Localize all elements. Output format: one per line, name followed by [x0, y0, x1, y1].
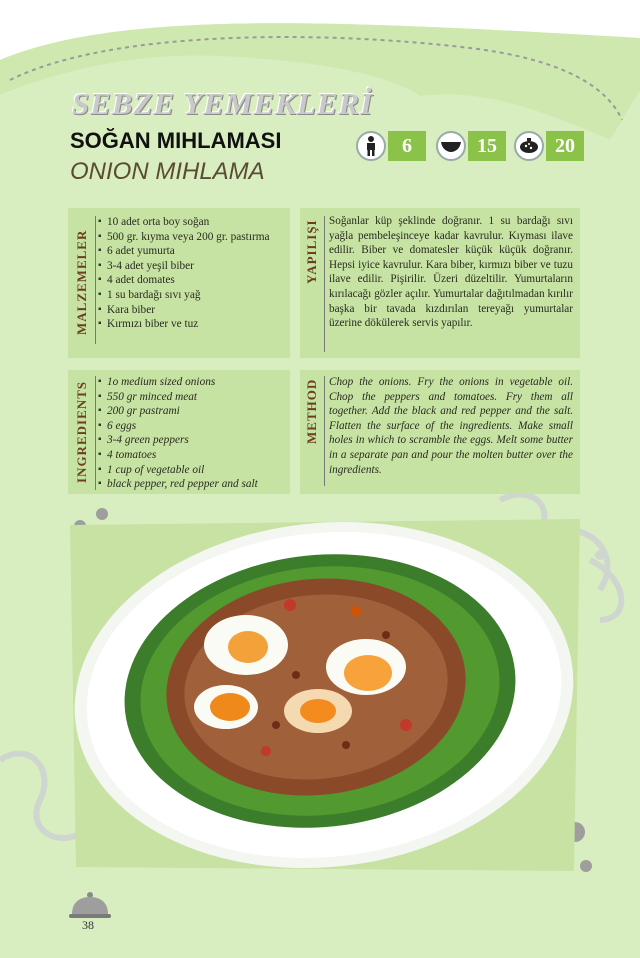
divider — [95, 376, 96, 490]
category-title: SEBZE YEMEKLERİ — [72, 86, 374, 121]
list-item: ▪ 1o medium sized onions — [98, 375, 258, 390]
list-item: ▪ black pepper, red pepper and salt — [98, 477, 258, 492]
cloche-icon — [68, 890, 112, 920]
list-item: ▪ Kara biber — [98, 303, 270, 318]
ingredients-tr-box — [68, 208, 290, 358]
dish-photo — [66, 515, 586, 875]
bowl-icon — [436, 131, 466, 161]
divider — [324, 376, 325, 486]
divider — [324, 216, 325, 352]
list-item: ▪ 3-4 adet yeşil biber — [98, 259, 270, 274]
servings-stat — [356, 130, 426, 162]
ingredients-tr-label: MALZEMELER — [74, 229, 89, 335]
method-en-label: METHOD — [304, 378, 319, 444]
page-number: 38 — [82, 918, 94, 932]
method-en-text: Chop the onions. Fry the onions in vegetable oil. Chop the peppers and tomatoes. Fry them all together. Add the black and red pepper and the salt. Flatten the surface of the ingredients. Make small holes in which to scramble the eggs. Melt some butter in a separate pan and pour the molten butter over the ingredients. — [329, 376, 573, 476]
list-item: ▪ 1 cup of vegetable oil — [98, 463, 258, 478]
list-item: ▪ Kırmızı biber ve tuz — [98, 317, 270, 332]
pot-icon — [514, 131, 544, 161]
ingredients-en-list — [98, 375, 258, 492]
divider — [95, 216, 96, 344]
person-icon — [356, 131, 386, 161]
recipe-title-en: ONION MIHLAMA — [70, 158, 265, 185]
list-item: ▪ 1 su bardağı sıvı yağ — [98, 288, 270, 303]
servings-value: 6 — [388, 131, 426, 161]
ingredients-en-label: INGREDIENTS — [74, 380, 89, 484]
ingredients-tr-list — [98, 215, 270, 332]
list-item: ▪ 6 eggs — [98, 419, 258, 434]
prep-time-stat — [436, 130, 506, 162]
prep-time-value: 15 — [468, 131, 506, 161]
list-item: ▪ 4 tomatoes — [98, 448, 258, 463]
recipe-title-tr: SOĞAN MIHLAMASI — [70, 128, 282, 153]
method-tr-box — [300, 208, 580, 358]
method-en-box — [300, 370, 580, 494]
list-item: ▪ 550 gr minced meat — [98, 390, 258, 405]
method-tr-text: Soğanlar küp şeklinde doğranır. 1 su bardağı sıvı yağla pembeleşinceye kadar kavrulur. Kıyması ilave edilir. Biber ve domatesler küçük küçük doğranır. Hepsi iyice kavrulur. Kara biber, kırmızı biber ve tuzu ilave edilir. Pişirilir. Üzeri düzeltilir. Yumurtaların kırılacağı gözler açılır. Yumurtalar dağıtılmadan kırılır başka bir tavada kızdırılan tereyağı yumurtalar üzerine dökülerek servis yapılır. — [329, 215, 573, 330]
list-item: ▪ 200 gr pastrami — [98, 404, 258, 419]
ingredients-en-box — [68, 370, 290, 494]
cook-time-stat — [514, 130, 584, 162]
list-item: ▪ 6 adet yumurta — [98, 244, 270, 259]
method-tr-label: YAPILIŞI — [304, 219, 319, 285]
list-item: ▪ 3-4 green peppers — [98, 433, 258, 448]
list-item: ▪ 4 adet domates — [98, 273, 270, 288]
list-item: ▪ 10 adet orta boy soğan — [98, 215, 270, 230]
list-item: ▪ 500 gr. kıyma veya 200 gr. pastırma — [98, 230, 270, 245]
cook-time-value: 20 — [546, 131, 584, 161]
